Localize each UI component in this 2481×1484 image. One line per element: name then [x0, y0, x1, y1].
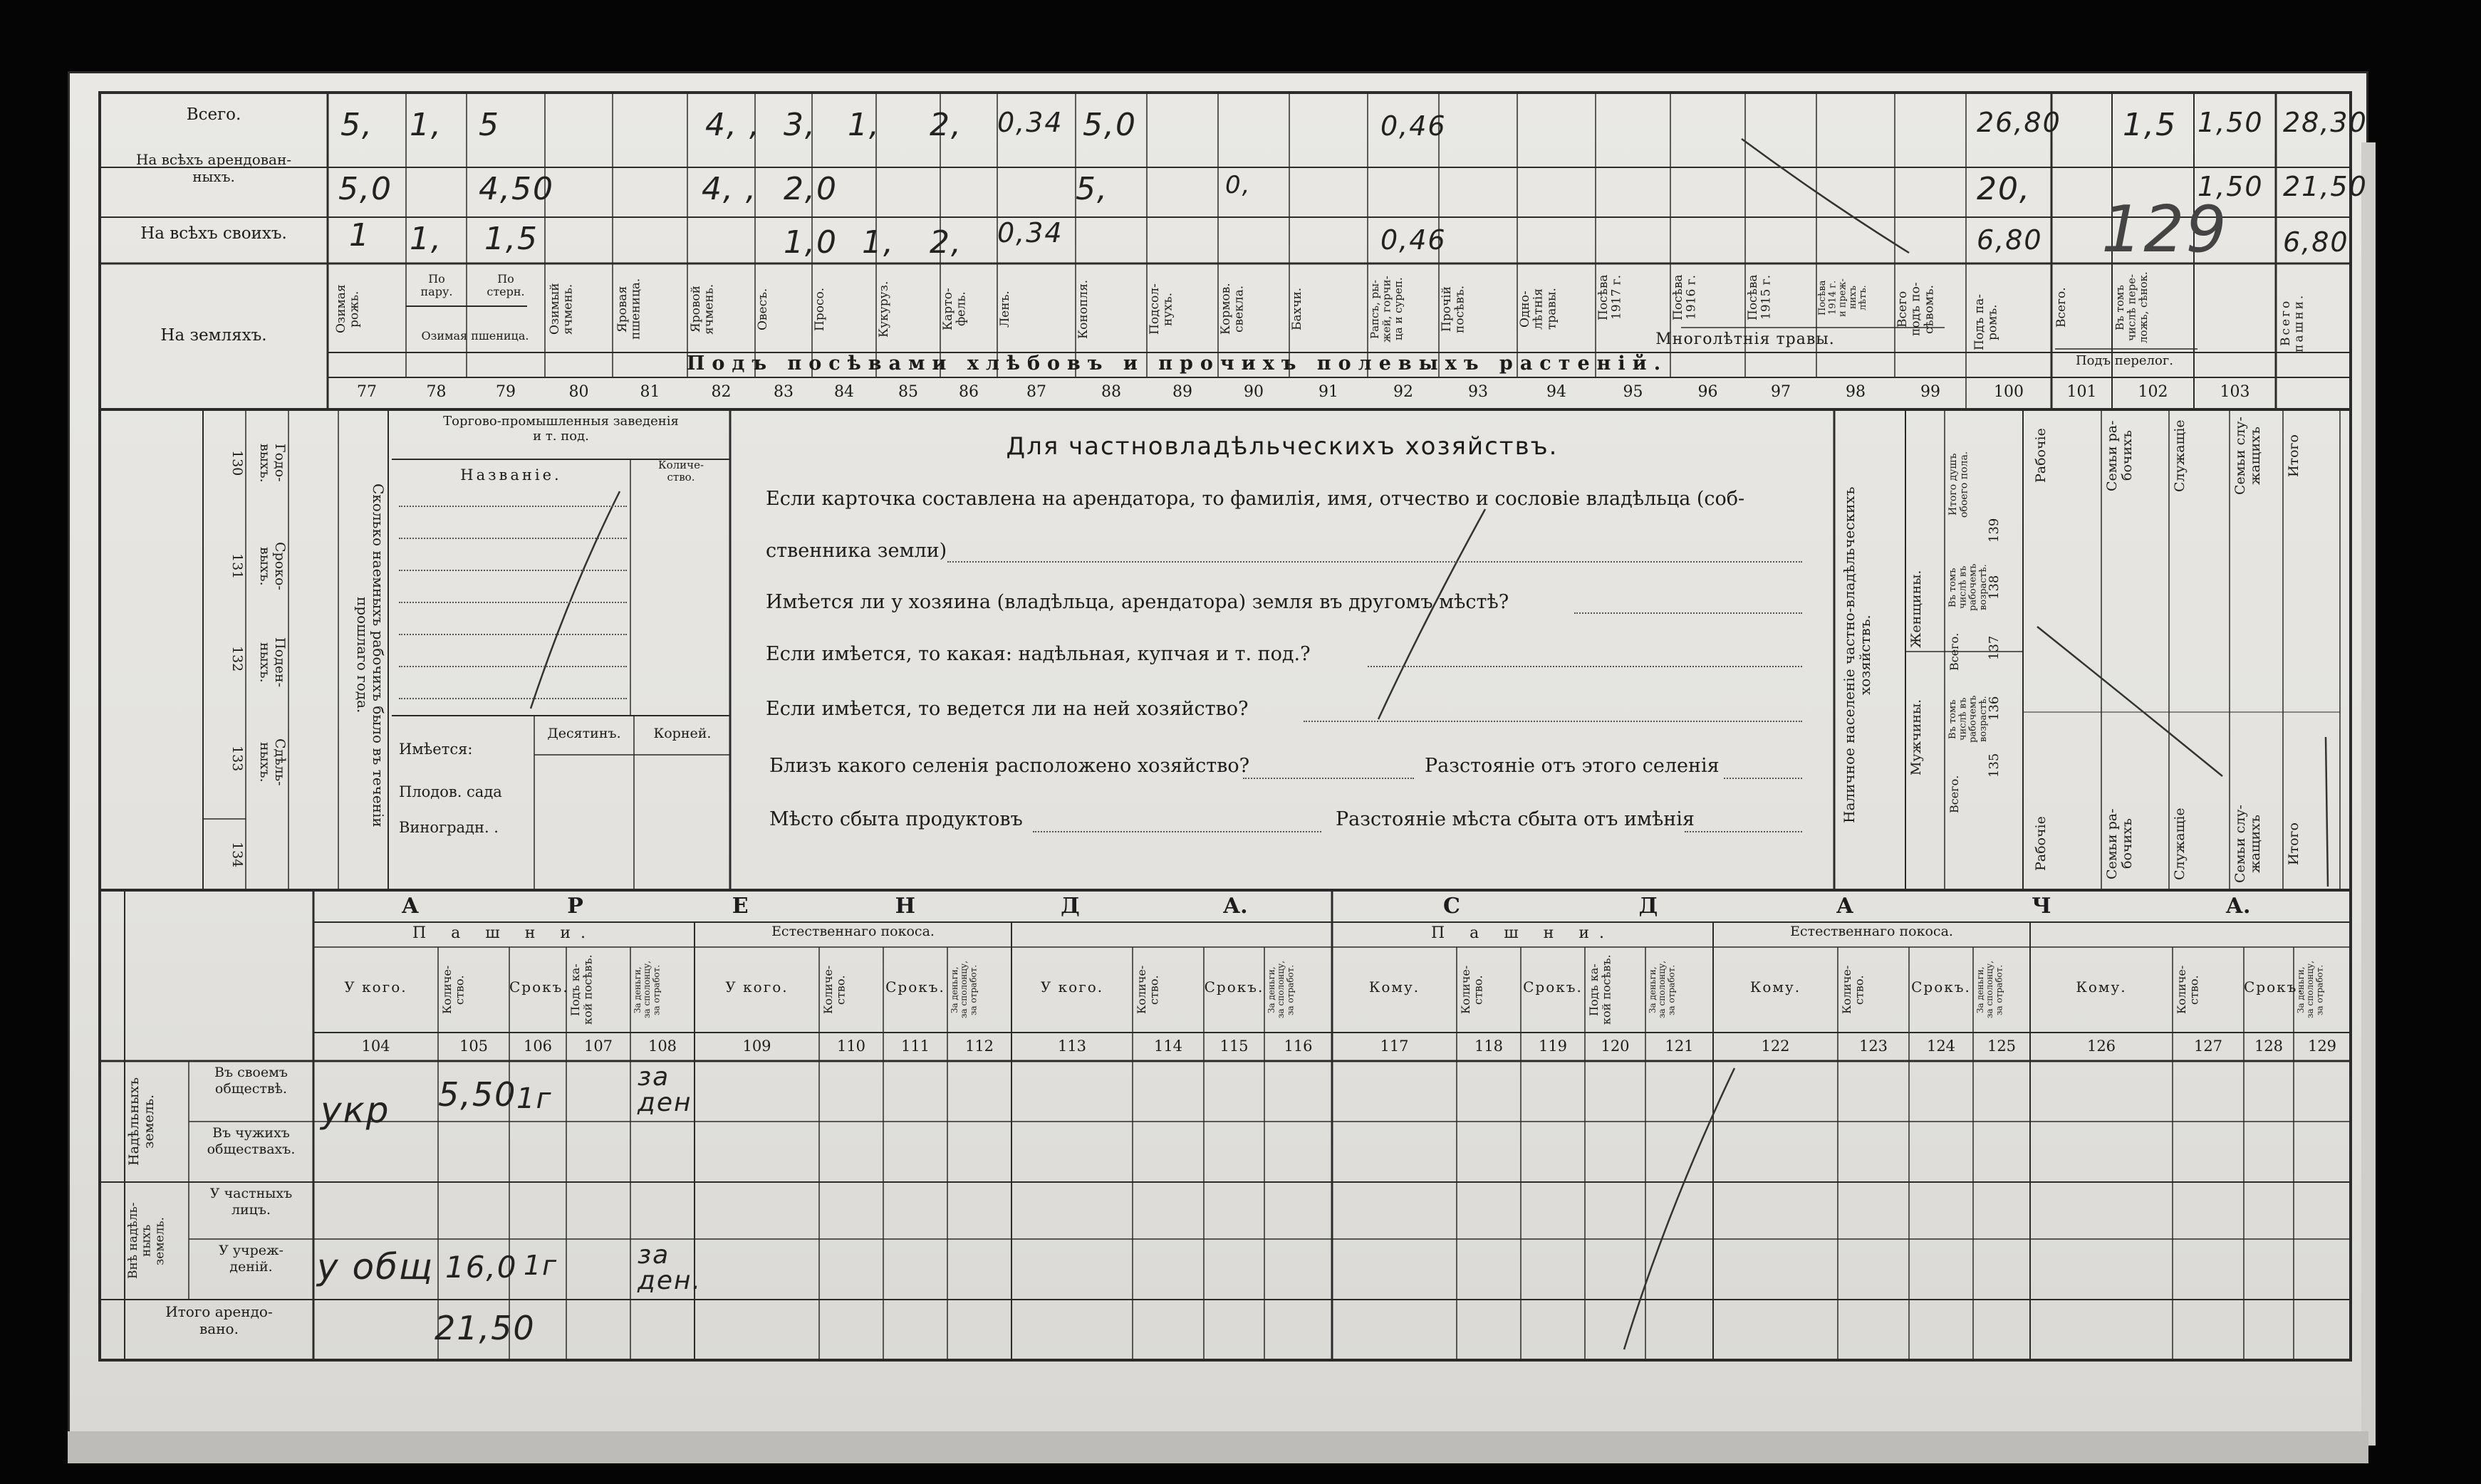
- crop-header: Въ томъ числѣ пере- ложь, сѣнок.: [2113, 271, 2150, 344]
- crop-header: Ленъ.: [998, 291, 1012, 328]
- hw-quantity: 5,50: [438, 1075, 517, 1114]
- num-135: 135: [1987, 753, 2002, 778]
- column-number: 81: [640, 383, 660, 401]
- worker-families-header: Семьи ра- бочихъ: [2104, 420, 2135, 491]
- hw-value: 2,: [930, 107, 962, 143]
- workers-footer: Рабочiе: [2033, 816, 2049, 872]
- crop-header: Бахчи.: [1290, 287, 1304, 331]
- hw-value: 1,5: [484, 221, 539, 257]
- row-total-rented: Итого арендо- вано.: [165, 1303, 273, 1337]
- crop-header: Прочiй посѣвъ.: [1440, 285, 1467, 333]
- women-label: Женщины.: [1908, 570, 1924, 648]
- desyatin-header: Десятинъ.: [547, 726, 621, 741]
- crop-header: Карто- фель.: [941, 288, 969, 330]
- hw-value: 1,: [862, 224, 895, 261]
- hw-value: 5,0: [1083, 107, 1137, 143]
- sown-crops-banner: Подъ посѣвами хлѣбовъ и прочихъ полевыхъ растенiй.: [686, 352, 1668, 375]
- crop-header: Подъ па- ромъ.: [1972, 294, 2000, 351]
- column-number: 101: [2066, 383, 2097, 401]
- crop-header: Всего подъ по- сѣвомъ.: [1895, 282, 1937, 336]
- crop-header: Посѣва 1916 г.: [1671, 274, 1699, 321]
- crop-header: Яровая пшеница.: [615, 278, 643, 340]
- column-header: Кому.: [2076, 978, 2127, 996]
- total-souls: Итого душъ обоего пола.: [1947, 451, 1970, 518]
- question-line: ственника земли): [766, 540, 947, 562]
- hw-value: 6,80: [1977, 224, 2043, 256]
- row-other-communities: Въ чужихъ обществахъ.: [207, 1125, 296, 1157]
- column-header: Кому.: [1368, 978, 1420, 996]
- column-header: Срокъ.: [1911, 978, 1971, 996]
- men-label: Мужчины.: [1908, 699, 1924, 775]
- population-title: Наличное населенiе частно-владѣльческихъ хозяйствъ.: [1841, 486, 1873, 824]
- heading-letter: Ч: [2032, 894, 2051, 919]
- column-number: 117: [1380, 1038, 1409, 1055]
- hw-value: 0,34: [997, 217, 1063, 249]
- column-number: 120: [1601, 1038, 1630, 1055]
- heading-letter: А: [1836, 894, 1854, 919]
- question-line: Имѣется ли у хозяина (владѣльца, арендатора) земля въ другомъ мѣстѣ?: [766, 591, 1509, 613]
- column-number: 109: [742, 1038, 771, 1055]
- hw-value: 5,: [340, 107, 373, 143]
- column-header: Количе- ство.: [1135, 965, 1161, 1015]
- row-label-own: На всѣхъ своихъ.: [140, 224, 287, 243]
- hw-term: 1г: [516, 1082, 553, 1115]
- hw-value: 20,: [1977, 171, 2031, 207]
- column-number: 106: [523, 1038, 553, 1055]
- column-header: За деньги, за сполонцу, за отработ.: [950, 961, 979, 1019]
- num-131: 131: [229, 553, 245, 580]
- hired-workers-question: Сколько наемныхъ рабочихъ было въ теченiи прошлаго года.: [354, 483, 387, 827]
- trade-establishments-title: Торгово-промышленныя заведенiя и т. под.: [443, 414, 679, 444]
- column-number: 91: [1318, 383, 1338, 401]
- crop-header: Озимый ячмень.: [548, 283, 576, 335]
- column-number: 126: [2086, 1038, 2116, 1055]
- total-header: Итого: [2286, 434, 2301, 477]
- num-130: 130: [229, 449, 245, 476]
- column-number: 87: [1026, 383, 1046, 401]
- column-header: Количе- ство.: [821, 965, 848, 1015]
- hw-value: 4, ,: [705, 107, 761, 143]
- crop-header: Подсол- нухъ.: [1148, 283, 1175, 335]
- column-number: 93: [1468, 383, 1488, 401]
- crop-header: Посѣва 1915 г.: [1746, 274, 1774, 321]
- column-header: Количе- ство.: [440, 965, 467, 1015]
- column-number: 127: [2193, 1038, 2223, 1055]
- column-number: 77: [357, 383, 377, 401]
- women-total: Всего.: [1947, 632, 1961, 671]
- num-133: 133: [229, 745, 245, 772]
- total-footer: Итого: [2286, 822, 2301, 865]
- column-header: Количе- ство.: [1459, 965, 1485, 1015]
- hw-value: 1,0: [784, 224, 838, 261]
- column-number: 107: [583, 1038, 613, 1055]
- column-number: 105: [459, 1038, 489, 1055]
- workers-header: Рабочiе: [2033, 428, 2049, 484]
- column-number: 114: [1153, 1038, 1183, 1055]
- column-number: 90: [1244, 383, 1264, 401]
- heading-letter: А.: [1222, 894, 1248, 919]
- column-number: 89: [1172, 383, 1192, 401]
- hw-value: 3,: [784, 107, 816, 143]
- hw-value: 0,46: [1380, 224, 1447, 256]
- column-header: Количе- ство.: [2175, 965, 2201, 1015]
- column-number: 125: [1987, 1038, 2017, 1055]
- column-number: 84: [834, 383, 854, 401]
- hw-lessor: у общ: [317, 1246, 435, 1287]
- hw-value: 5,: [1076, 171, 1108, 207]
- column-number: 88: [1101, 383, 1121, 401]
- crop-header: Посѣва 1917 г.: [1596, 274, 1624, 321]
- column-number: 110: [836, 1038, 866, 1055]
- col-header-term: Сроко- выхъ.: [257, 542, 288, 590]
- crop-header: Конопля.: [1076, 279, 1091, 339]
- column-number: 97: [1771, 383, 1791, 401]
- has-label: Имѣется:: [399, 741, 473, 758]
- column-number: 111: [900, 1038, 930, 1055]
- hw-card-number: 129: [2101, 192, 2228, 267]
- hw-value: 5: [479, 107, 500, 143]
- num-139: 139: [1987, 518, 2002, 543]
- employees-header: Служащiе: [2172, 419, 2188, 492]
- column-number: 102: [2138, 383, 2168, 401]
- crop-header: Кукуруз.: [877, 281, 891, 338]
- worker-families-footer: Семьи ра- бочихъ: [2104, 808, 2135, 879]
- num-136: 136: [1987, 696, 2002, 721]
- row-label-rented: На всѣхъ арендован- ныхъ.: [135, 151, 292, 185]
- crop-header: По стерн.: [487, 272, 525, 299]
- column-number: 98: [1846, 383, 1866, 401]
- winter-wheat-label: Озимая пшеница.: [421, 329, 529, 343]
- column-number: 119: [1538, 1038, 1568, 1055]
- column-number: 113: [1057, 1038, 1087, 1055]
- column-header: Срокъ.: [1523, 978, 1583, 996]
- column-number: 100: [1994, 383, 2024, 401]
- heading-letter: Н: [895, 894, 915, 919]
- column-number: 123: [1858, 1038, 1888, 1055]
- arenda-arable-header: П а ш н и.: [412, 924, 596, 942]
- col-header-annual: Годо- выхъ.: [257, 443, 288, 483]
- column-number: 99: [1920, 383, 1940, 401]
- question-line: Разстоянiе мѣста сбыта отъ имѣнiя: [1336, 808, 1695, 830]
- num-137: 137: [1987, 635, 2002, 661]
- crop-header: Яровой ячмень.: [689, 283, 717, 335]
- employees-footer: Служащiе: [2172, 808, 2188, 880]
- heading-letter: С: [1443, 894, 1460, 919]
- crop-header: Всего.: [2054, 287, 2069, 328]
- question-line: Если имѣется, то ведется ли на ней хозяйство?: [766, 698, 1249, 720]
- hw-value: 1: [349, 217, 370, 254]
- hw-value: 0,46: [1380, 110, 1447, 142]
- num-134: 134: [229, 841, 245, 868]
- employee-families-header: Семьи слу- жащихъ: [2232, 417, 2263, 495]
- column-number: 96: [1697, 383, 1718, 401]
- hw-value: 4,50: [479, 171, 554, 207]
- hw-value: 6,80: [2283, 226, 2349, 258]
- column-header: Подъ ка- кой посѣвъ.: [568, 954, 595, 1025]
- hw-value: 1,: [410, 221, 442, 257]
- column-number: 79: [496, 383, 516, 401]
- question-line: Если карточка составлена на арендатора, то фамилiя, имя, отчество и сословiе владѣльца (соб-: [766, 488, 1745, 510]
- hw-value: 1,: [410, 107, 442, 143]
- row-label-lands: На земляхъ.: [160, 326, 267, 345]
- column-number: 115: [1219, 1038, 1249, 1055]
- row-own-community: Въ своемъ обществѣ.: [214, 1065, 288, 1097]
- men-working: Въ томъ числѣ въ рабочемъ возрастѣ.: [1947, 695, 1989, 743]
- column-number: 112: [964, 1038, 994, 1055]
- num-132: 132: [229, 645, 245, 672]
- col-header-piecework: Сдѣль- ныхъ.: [257, 738, 288, 786]
- arenda-hay-header: Естественнаго покоса.: [771, 924, 935, 939]
- column-number: 92: [1393, 383, 1413, 401]
- column-header: У кого.: [725, 978, 789, 996]
- crop-header: По пару.: [420, 272, 453, 299]
- column-number: 122: [1761, 1038, 1790, 1055]
- hw-term: 1г: [524, 1250, 558, 1281]
- heading-letter: Е: [732, 894, 749, 919]
- row-institutions: У учреж- денiй.: [219, 1243, 284, 1275]
- column-number: 78: [426, 383, 447, 401]
- heading-letter: Р: [567, 894, 583, 919]
- non-allotment-lands-label: Внѣ надѣль- ныхъ земель.: [126, 1202, 167, 1280]
- hw-value: 21,50: [2283, 171, 2368, 202]
- hw-value: 2,: [930, 224, 962, 261]
- column-number: 124: [1926, 1038, 1956, 1055]
- column-number: 85: [898, 383, 918, 401]
- orchards-label: Плодов. сада: [399, 783, 502, 800]
- heading-letter: Д: [1638, 894, 1658, 919]
- column-header: Подъ ка- кой посѣвъ.: [1587, 954, 1613, 1025]
- hw-value: 4, ,: [702, 171, 757, 207]
- heading-letter: Д: [1061, 894, 1080, 919]
- question-line: Если имѣется, то какая: надѣльная, купчая и т. под.?: [766, 643, 1311, 665]
- column-header: Срокъ.: [509, 978, 569, 996]
- num-138: 138: [1987, 575, 2002, 600]
- perennial-grasses-label: Многолѣтнiя травы.: [1655, 330, 1835, 348]
- column-header: За деньги, за сполонцу, за отработ.: [1975, 961, 2004, 1019]
- column-number: 121: [1665, 1038, 1694, 1055]
- sdacha-arable-header: П а ш н и.: [1430, 924, 1615, 942]
- hw-quantity: 16,0: [445, 1250, 518, 1285]
- hw-value: 0,: [1225, 171, 1252, 199]
- column-header: За деньги, за сполонцу, за отработ.: [1648, 961, 1677, 1019]
- hw-value: 26,80: [1977, 107, 2061, 138]
- row-private-persons: У частныхъ лицъ.: [209, 1186, 293, 1218]
- crop-header: Кормов. свекла.: [1219, 283, 1247, 335]
- column-number: 103: [2220, 383, 2250, 401]
- column-number: 118: [1474, 1038, 1504, 1055]
- crop-header: Рапсъ, ры- жей, горчи- ца и суреп.: [1368, 276, 1405, 343]
- crop-header: Одно- лѣтнiя травы.: [1518, 288, 1559, 330]
- crop-header: Овесъ.: [756, 288, 770, 330]
- column-number: 82: [711, 383, 732, 401]
- column-header: Кому.: [1749, 978, 1801, 996]
- column-header: За деньги, за сполонцу, за отработ.: [1266, 961, 1296, 1019]
- crop-header: Просо.: [813, 287, 827, 331]
- women-working: Въ томъ числѣ въ рабочемъ возрастѣ.: [1947, 563, 1989, 612]
- count-header: Количе- ство.: [657, 459, 704, 484]
- hw-value: 5,0: [338, 171, 392, 207]
- hw-total: 21,50: [435, 1309, 536, 1347]
- question-line: Близъ какого селенiя расположено хозяйство?: [769, 755, 1250, 777]
- heading-letter: А: [401, 894, 420, 919]
- column-number: 108: [647, 1038, 677, 1055]
- hw-value: 1,50: [2197, 171, 2264, 202]
- column-number: 94: [1546, 383, 1566, 401]
- korney-header: Корней.: [653, 726, 712, 741]
- crop-header: Озимая рожь.: [334, 284, 362, 334]
- column-header: У кого.: [1040, 978, 1104, 996]
- hw-payment: за ден: [638, 1062, 692, 1117]
- employee-families-footer: Семьи слу- жащихъ: [2232, 805, 2263, 883]
- crop-header: Всего пашни.: [2279, 293, 2306, 352]
- allotment-lands-label: Надѣльныхъ земель.: [126, 1077, 157, 1166]
- column-number: 83: [774, 383, 794, 401]
- hw-value: 2,0: [784, 171, 838, 207]
- hw-value: 1,5: [2123, 107, 2177, 143]
- column-header: Срокъ.: [1204, 978, 1264, 996]
- row-label-total: Всего.: [186, 105, 241, 124]
- column-number: 116: [1284, 1038, 1313, 1055]
- heading-letter: А.: [2225, 894, 2251, 919]
- column-header: За деньги, за сполонцу, за отработ.: [2296, 961, 2325, 1019]
- column-number: 128: [2254, 1038, 2284, 1055]
- col-header-daily: Поден- ныхъ.: [257, 637, 288, 688]
- fallow-label: Подъ перелог.: [2075, 353, 2174, 368]
- hw-value: 1,: [848, 107, 880, 143]
- vineyards-label: Виноградн. .: [399, 819, 499, 836]
- hw-lessor: укр: [321, 1090, 390, 1131]
- name-header: Названiе.: [460, 466, 562, 484]
- column-number: 129: [2307, 1038, 2337, 1055]
- hw-value: 1,50: [2197, 107, 2264, 138]
- column-number: 80: [568, 383, 589, 401]
- column-number: 86: [959, 383, 979, 401]
- men-total: Всего.: [1947, 775, 1961, 813]
- column-header: Количе- ство.: [1840, 965, 1866, 1015]
- column-number: 95: [1623, 383, 1643, 401]
- column-header: У кого.: [344, 978, 407, 996]
- column-header: За деньги, за сполонцу, за отработ.: [633, 961, 662, 1019]
- question-line: Разстоянiе отъ этого селенiя: [1425, 755, 1720, 777]
- private-farms-title: Для частновладѣльческихъ хозяйствъ.: [1006, 432, 1559, 461]
- hw-value: 0,34: [997, 107, 1063, 138]
- hw-value: 28,30: [2283, 107, 2368, 138]
- column-header: Срокъ.: [2244, 978, 2304, 996]
- crop-header: Посѣва 1914 г. и преж- нихъ лѣтъ.: [1817, 278, 1869, 317]
- question-line: Мѣсто сбыта продуктовъ: [769, 808, 1023, 830]
- sdacha-hay-header: Естественнаго покоса.: [1790, 924, 1953, 939]
- column-number: 104: [361, 1038, 390, 1055]
- column-header: Срокъ.: [885, 978, 945, 996]
- hw-payment: за ден.: [638, 1240, 702, 1295]
